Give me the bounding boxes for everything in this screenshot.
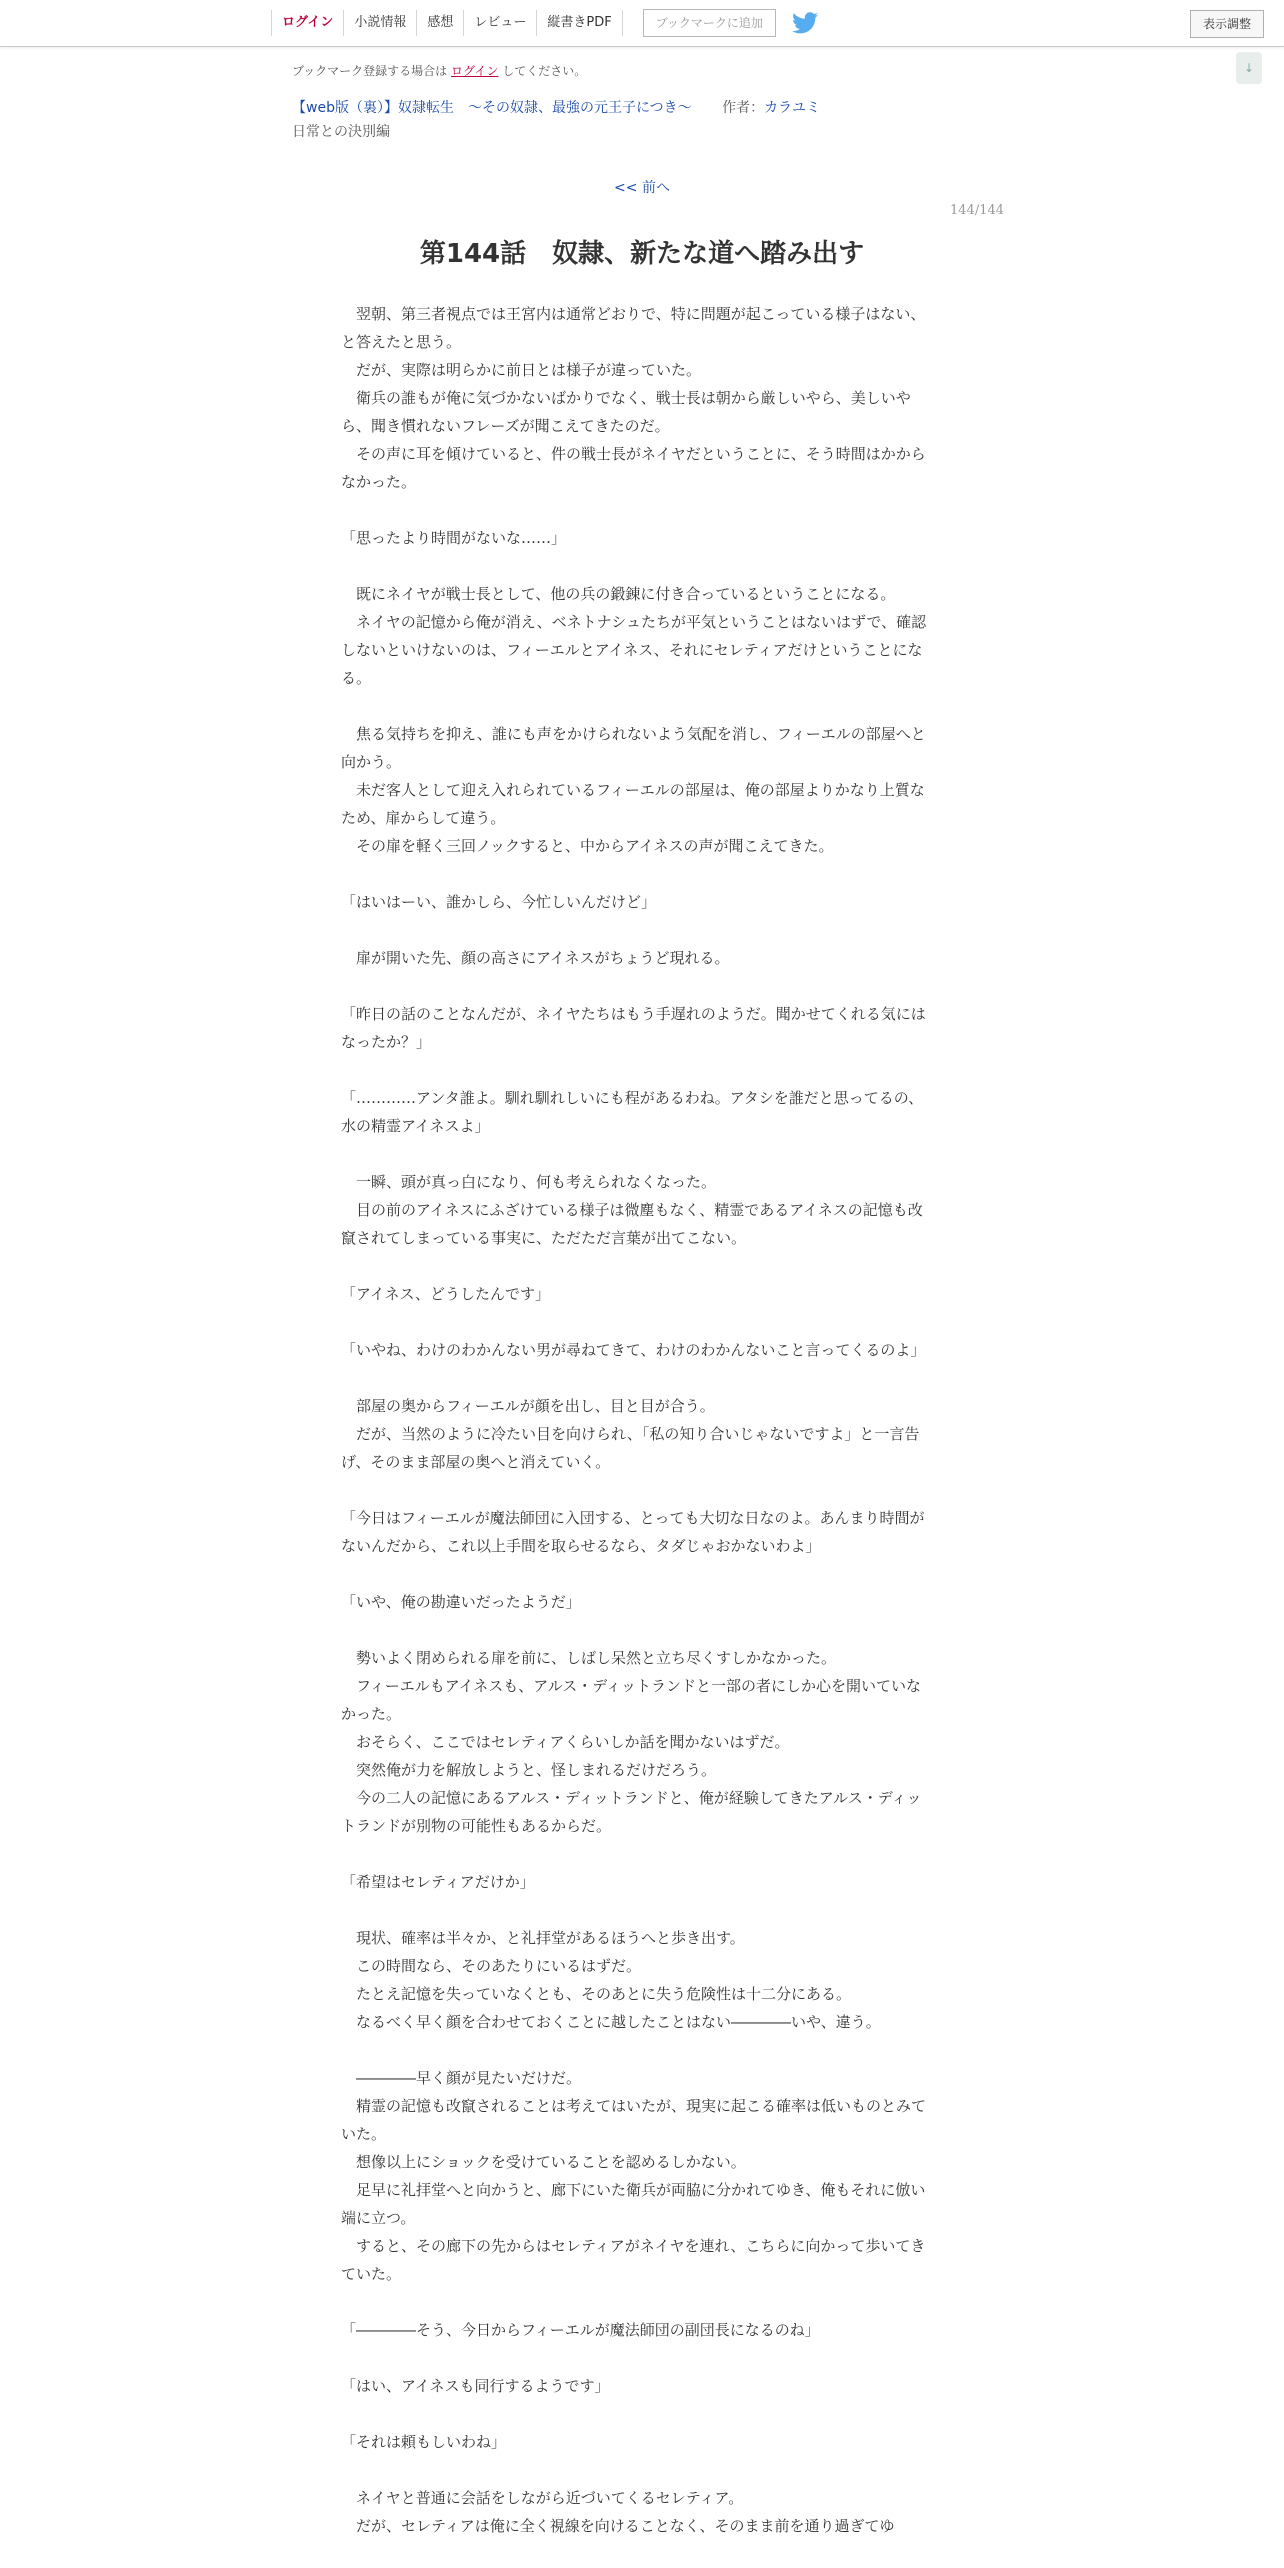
body-line: 想像以上にショックを受けていることを認めるしかない。 xyxy=(341,2153,746,2171)
body-line: 一瞬、頭が真っ白になり、何も考えられなくなった。 xyxy=(341,1173,717,1191)
body-line: 衛兵の誰もが俺に気づかないばかりでなく、戦士長は朝から厳しいやら、美しいやら、聞き慣れないフレーズが聞こえてきたのだ。 xyxy=(341,389,911,435)
body-line xyxy=(341,1616,935,1644)
novel-title-link[interactable]: 【web版（裏）】奴隷転生 ～その奴隷、最強の元王子につき～ xyxy=(292,100,692,116)
body-line xyxy=(341,692,935,720)
body-line: 「いやね、わけのわかんない男が尋ねてきて、わけのわかんないこと言ってくるのよ」 xyxy=(341,1341,926,1359)
body-line xyxy=(341,2456,935,2484)
body-line: すると、その廊下の先からはセレティアがネイヤを連れ、こちらに向かって歩いてきていた。 xyxy=(341,2237,926,2283)
body-line xyxy=(341,552,935,580)
novel-info-line xyxy=(292,97,820,117)
body-line: 勢いよく閉められる扉を前に、しばし呆然と立ち尽くすしかなかった。 xyxy=(341,1649,837,1667)
body-line xyxy=(341,1896,935,1924)
body-line: 部屋の奥からフィーエルが顔を出し、目と目が合う。 xyxy=(341,1397,715,1415)
body-line: 「はい、アイネスも同行するようです」 xyxy=(341,2377,610,2395)
body-line: その扉を軽く三回ノックすると、中からアイネスの声が聞こえてきた。 xyxy=(341,837,834,855)
body-line xyxy=(341,972,935,1000)
body-line: 「希望はセレティアだけか」 xyxy=(341,1873,535,1891)
body-line: 「今日はフィーエルが魔法師団に入団する、とっても大切な日なのよ。あんまり時間がないんだから、これ以上手間を取らせるなら、タダじゃおかないわよ」 xyxy=(341,1509,925,1555)
body-line: その声に耳を傾けていると、件の戦士長がネイヤだということに、そう時間はかからなかった。 xyxy=(341,445,926,491)
novel-body-text xyxy=(341,300,935,2540)
notice-prefix: ブックマーク登録する場合は xyxy=(292,64,448,78)
nav-menu xyxy=(271,0,818,46)
episode-counter: 144/144 xyxy=(950,203,1005,218)
author-link[interactable]: カラユミ xyxy=(764,100,821,116)
body-line xyxy=(341,1364,935,1392)
episode-title: 第144話 奴隷、新たな道へ踏み出す xyxy=(419,239,865,269)
top-navigation-bar xyxy=(0,0,1284,47)
add-bookmark-button[interactable]: ブックマークに追加 xyxy=(643,9,776,37)
display-settings-button[interactable]: 表示調整 xyxy=(1190,10,1264,38)
body-line: 未だ客人として迎え入れられているフィーエルの部屋は、俺の部屋よりかなり上質なため、扉からして違う。 xyxy=(341,781,925,827)
body-line xyxy=(341,1476,935,1504)
prev-episode-link[interactable]: << 前へ xyxy=(614,180,670,196)
nav-impressions-link[interactable]: 感想 xyxy=(416,10,463,36)
nav-novel-info-link[interactable]: 小説情報 xyxy=(343,10,416,36)
body-line: だが、セレティアは俺に全く視線を向けることなく、そのまま前を通り過ぎてゆ xyxy=(341,2517,895,2535)
body-line: この時間なら、そのあたりにいるはずだ。 xyxy=(341,1957,642,1975)
body-line: ネイヤの記憶から俺が消え、ベネトナシュたちが平気ということはないはずで、確認しないといけないのは、フィーエルとアイネス、それにセレティアだけということになる。 xyxy=(341,613,927,687)
body-line: だが、当然のように冷たい目を向けられ、「私の知り合いじゃないですよ」と一言告げ、そのまま部屋の奥へと消えていく。 xyxy=(341,1425,920,1471)
body-line: 目の前のアイネスにふざけている様子は微塵もなく、精霊であるアイネスの記憶も改竄されてしまっている事実に、ただただ言葉が出てこない。 xyxy=(341,1201,923,1247)
body-line: ――――早く顔が見たいだけだ。 xyxy=(341,2069,582,2087)
body-line xyxy=(341,1308,935,1336)
body-line: 焦る気持ちを抑え、誰にも声をかけられないよう気配を消し、フィーエルの部屋へと向かう。 xyxy=(341,725,926,771)
body-line: ネイヤと普通に会話をしながら近づいてくるセレティア。 xyxy=(341,2489,744,2507)
body-line: フィーエルもアイネスも、アルス・ディットランドと一部の者にしか心を開いていなかった。 xyxy=(341,1677,922,1723)
nav-login-link[interactable]: ログイン xyxy=(271,10,343,36)
body-line xyxy=(341,1140,935,1168)
body-line xyxy=(341,2400,935,2428)
body-line: 現状、確率は半々か、と礼拝堂があるほうへと歩き出す。 xyxy=(341,1929,745,1947)
body-line: 今の二人の記憶にあるアルス・ディットランドと、俺が経験してきたアルス・ディットランドが別物の可能性もあるからだ。 xyxy=(341,1789,922,1835)
body-line: 扉が開いた先、顔の高さにアイネスがちょうど現れる。 xyxy=(341,949,730,967)
body-line: 「アイネス、どうしたんです」 xyxy=(341,1285,550,1303)
body-line xyxy=(341,496,935,524)
body-line xyxy=(341,2036,935,2064)
author-label: 作者： xyxy=(722,100,765,116)
scroll-down-arrow-icon[interactable]: ↓ xyxy=(1236,52,1262,84)
body-line: 「昨日の話のことなんだが、ネイヤたちはもう手遅れのようだ。聞かせてくれる気にはなったか？」 xyxy=(341,1005,926,1051)
body-line xyxy=(341,1056,935,1084)
body-line: 「…………アンタ誰よ。馴れ馴れしいにも程があるわね。アタシを誰だと思ってるの、水の精霊アイネスよ」 xyxy=(341,1089,924,1135)
body-line xyxy=(341,2288,935,2316)
body-line: 「――――そう、今日からフィーエルが魔法師団の副団長になるのね」 xyxy=(341,2321,820,2339)
notice-suffix: してください。 xyxy=(502,64,587,78)
body-line: 精霊の記憶も改竄されることは考えてはいたが、現実に起こる確率は低いものとみていた。 xyxy=(341,2097,927,2143)
body-line: おそらく、ここではセレティアくらいしか話を聞かないはずだ。 xyxy=(341,1733,790,1751)
nav-vertical-pdf-link[interactable]: 縦書きPDF xyxy=(536,10,622,36)
body-line: だが、実際は明らかに前日とは様子が違っていた。 xyxy=(341,361,702,379)
body-line: 「思ったより時間がないな……」 xyxy=(341,529,567,547)
body-line xyxy=(341,916,935,944)
body-line xyxy=(341,860,935,888)
notice-login-link[interactable]: ログイン xyxy=(451,64,499,78)
body-line xyxy=(341,1560,935,1588)
body-line: 「はいはーい、誰かしら、今忙しいんだけど」 xyxy=(341,893,657,911)
body-line: 突然俺が力を解放しようと、怪しまれるだけだろう。 xyxy=(341,1761,717,1779)
bookmark-login-notice xyxy=(292,62,586,79)
body-line: たとえ記憶を失っていなくとも、そのあとに失う危険性は十二分にある。 xyxy=(341,1985,852,2003)
body-line: 「それは頼もしいわね」 xyxy=(341,2433,507,2451)
body-line xyxy=(341,2344,935,2372)
body-line: 翌朝、第三者視点では王宮内は通常どおりで、特に問題が起こっている様子はない、と答えたと思う。 xyxy=(341,305,926,351)
body-line: 既にネイヤが戦士長として、他の兵の鍛錬に付き合っているということになる。 xyxy=(341,585,896,603)
chapter-group-title: 日常との決別編 xyxy=(292,124,390,140)
body-line xyxy=(341,1252,935,1280)
body-line xyxy=(341,1840,935,1868)
nav-review-link[interactable]: レビュー xyxy=(463,10,536,36)
body-line: 「いや、俺の勘違いだったようだ」 xyxy=(341,1593,581,1611)
body-line: 足早に礼拝堂へと向かうと、廊下にいた衛兵が両脇に分かれてゆき、俺もそれに倣い端に立つ。 xyxy=(341,2181,926,2227)
body-line: なるべく早く顔を合わせておくことに越したことはない――――いや、違う。 xyxy=(341,2013,881,2031)
twitter-bird-icon[interactable] xyxy=(792,12,818,34)
